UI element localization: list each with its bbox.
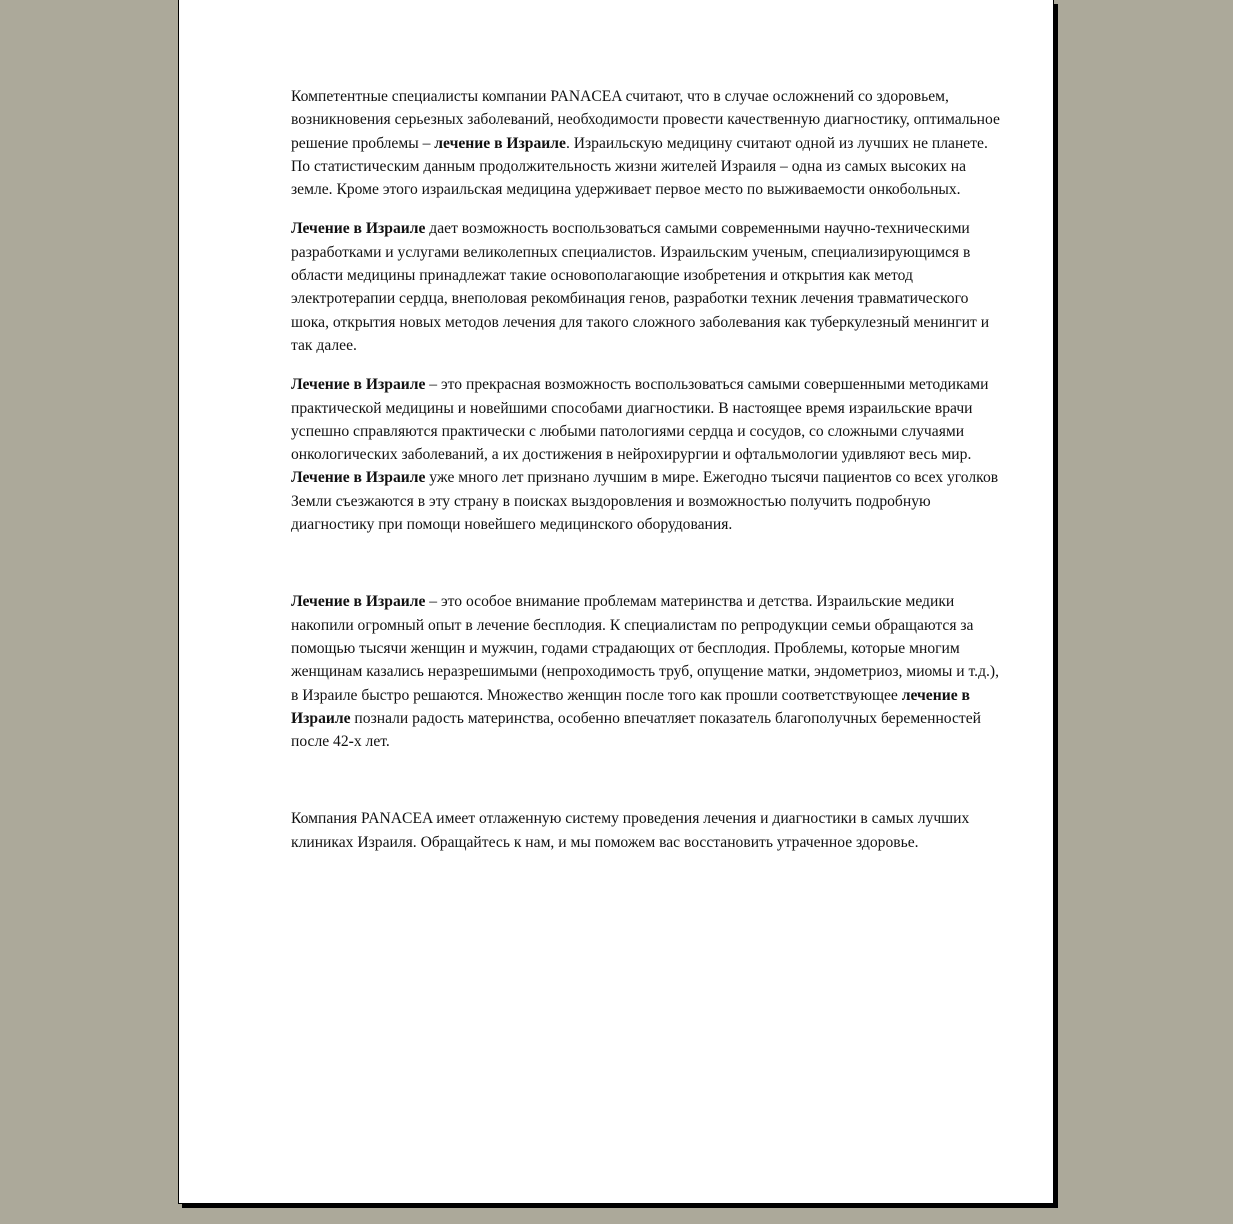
text-segment: . Израильскую медицину считают одной из лучших не планете. По статистическим данным продолжительность жизни жителей Израиля – одна из самых высоких на земле. Кроме этого израильская медицина удерживает первое место по выживаемости онкобольных.: [291, 134, 988, 199]
text-segment: – это прекрасная возможность воспользоваться самыми совершенными методиками практической медицины и новейшими способами диагностики. В настоящее время израильские врачи успешно справляются практически с любыми патологиями сердца и сосудов, со сложными случаями онкологических заболеваний, а их достижения в нейрохирургии и офтальмологии удивляют весь мир.: [291, 376, 989, 464]
paragraph-spacer: [291, 357, 1003, 373]
bold-text-segment: Лечение в Израиле: [291, 220, 426, 238]
bold-text-segment: лечение в Израиле: [434, 134, 566, 152]
text-segment: х лет.: [353, 733, 390, 751]
paragraph: [291, 85, 1003, 201]
text-segment: уже много лет признано лучшим в мире. Ежегодно тысячи пациентов со всех уголков Земли съезжаются в эту страну в поисках выздоровления и возможностью получить подробную диагностику при помощи новейшего медицинского оборудования.: [291, 469, 999, 534]
text-segment: – это особое внимание проблемам материнства и детства. Израильские медики накопили огромный опыт в лечение бесплодия. К специалистам по репродукции семьи обращаются за помощью тысячи женщин и мужчин, годами страдающих от бесплодия. Проблемы, которые многим женщинам казались неразрешимыми (непроходимость труб, опущение матки, эндометриоз, миомы и т.д.), в Израиле быстро решаются. Множество женщин после того как прошли соответствующее: [291, 593, 999, 704]
text-segment: Компания PANACEA имеет отлаженную систему проведения лечения и диагностики в самых лучших клиниках Израиля. Обращайтесь к нам, и мы поможем вас восстановить утраченное здоровье.: [291, 810, 970, 851]
document-page: [178, 0, 1054, 1204]
text-segment: познали радость материнства, особенно впечатляет показатель благополучных беременностей после 42: [291, 709, 981, 751]
paragraph-spacer: [291, 536, 1003, 590]
paragraph-spacer: [291, 201, 1003, 217]
bold-text-segment: Лечение в Израиле: [291, 593, 426, 611]
bold-text-segment: Лечение в Израиле: [291, 469, 426, 487]
bold-text-segment: Лечение в Израиле: [291, 376, 426, 394]
paragraph-spacer: [291, 753, 1003, 807]
bold-text-segment: -: [348, 733, 354, 751]
paragraph: [291, 217, 1003, 357]
document-body: [291, 85, 1003, 854]
paragraph: [291, 807, 1003, 854]
text-segment: дает возможность воспользоваться самыми современными научно-техническими разработками и услугами великолепных специалистов. Израильским ученым, специализирующимся в области медицины принадлежат такие основополагающие изобретения и открытия как метод электротерапии сердца, внеполовая рекомбинация генов, разработки техник лечения травматического шока, открытия новых методов лечения для такого сложного заболевания как туберкулезный менингит и так далее.: [291, 220, 990, 354]
text-segment: Компетентные специалисты компании PANACEA считают, что в случае осложнений со здоровьем, возникновения серьезных заболеваний, необходимости провести качественную диагностику, оптимальное решение проблемы –: [291, 88, 1000, 152]
paragraph: [291, 590, 1003, 753]
paragraph: [291, 373, 1003, 536]
bold-text-segment: лечение в Израиле: [291, 686, 970, 727]
